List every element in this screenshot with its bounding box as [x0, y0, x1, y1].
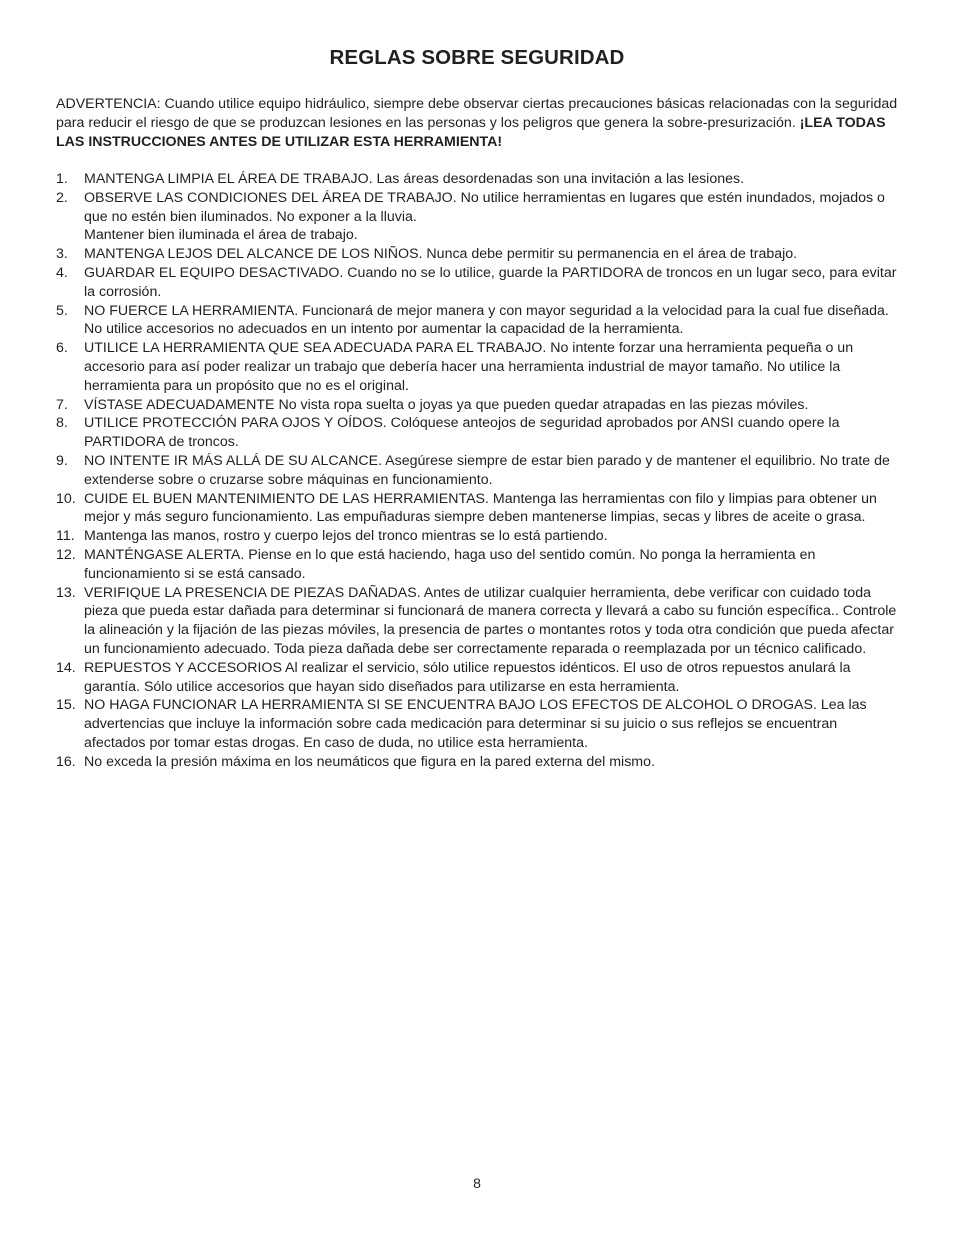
list-item-text: MANTÉNGASE ALERTA. Piense en lo que está haciendo, haga uso del sentido común. No ponga la herramienta en funcionamiento si se está cansado.: [84, 546, 816, 582]
list-item-text: GUARDAR EL EQUIPO DESACTIVADO. Cuando no se lo utilice, guarde la PARTIDORA de troncos en un lugar seco, para evitar la corrosión.: [84, 264, 897, 300]
safety-rules-list: [56, 170, 898, 772]
list-item-number: 10.: [56, 490, 76, 507]
list-item-text: No exceda la presión máxima en los neumáticos que figura en la pared externa del mismo.: [84, 753, 655, 770]
list-item-number: 13.: [56, 584, 76, 601]
list-item-number: 1.: [56, 171, 68, 187]
list-item-number: 14.: [56, 659, 76, 676]
page-number: 8: [473, 1175, 481, 1191]
list-item-text: REPUESTOS Y ACCESORIOS Al realizar el servicio, sólo utilice repuestos idénticos. El uso de otros repuestos anulará la garantía. Sólo utilice accesorios que hayan sido diseñados para utilizarse en esta herramienta.: [84, 659, 851, 695]
list-item-text: VERIFIQUE LA PRESENCIA DE PIEZAS DAÑADAS. Antes de utilizar cualquier herramienta, debe verificar con cuidado toda pieza que pueda estar dañada para determinar si funcionará de manera correcta y llevará a cabo su función específica.. Controle la alineación y la fijación de las piezas móviles, la presencia de partes o montantes rotos y toda otra condición que pueda afectar un funcionamiento adecuado. Toda pieza dañada debe ser correctamente reparada o reemplazada por un técnico calificado.: [84, 584, 897, 657]
list-item: [56, 245, 898, 264]
list-item-text: NO HAGA FUNCIONAR LA HERRAMIENTA SI SE ENCUENTRA BAJO LOS EFECTOS DE ALCOHOL O DROGAS. Lea las advertencias que incluye la información sobre cada medicación para determinar si su juicio o sus reflejos se encuentran afectados por tomar estas drogas. En caso de duda, no utilice esta herramienta.: [84, 697, 867, 751]
list-item: [56, 414, 898, 452]
list-item-text: Mantenga las manos, rostro y cuerpo lejos del tronco mientras se lo está partiendo.: [84, 528, 608, 545]
list-item: [56, 339, 898, 395]
list-item-number: 5.: [56, 302, 68, 319]
list-item-number: 16.: [56, 753, 76, 770]
list-item-extra-text: Mantener bien iluminada el área de trabajo.: [84, 227, 358, 244]
list-item-number: 4.: [56, 264, 68, 281]
list-item-number: 2.: [56, 189, 68, 206]
list-item: [56, 753, 898, 772]
list-item: [56, 264, 898, 302]
list-item-text: MANTENGA LIMPIA EL ÁREA DE TRABAJO. Las áreas desordenadas son una invitación a las lesiones.: [84, 171, 745, 187]
list-item-number: 8.: [56, 415, 68, 432]
list-item-number: 7.: [56, 396, 68, 413]
list-item: [56, 659, 898, 697]
list-item: [56, 170, 898, 189]
list-item-text: NO FUERCE LA HERRAMIENTA. Funcionará de mejor manera y con mayor seguridad a la velocidad para la cual fue diseñada. No utilice accesorios no adecuados en un intento por aumentar la capacidad de la herramienta.: [84, 302, 889, 338]
list-item-text: UTILICE PROTECCIÓN PARA OJOS Y OÍDOS. Colóquese anteojos de seguridad aprobados por ANSI cuando opere la PARTIDORA de troncos.: [84, 415, 840, 451]
list-item: [56, 696, 898, 752]
list-item-text: UTILICE LA HERRAMIENTA QUE SEA ADECUADA PARA EL TRABAJO. No intente forzar una herramienta pequeña o un accesorio para así poder realizar un trabajo que debería hacer una herramienta industrial de mayor tamaño. No utilice la herramienta para un propósito que no es el original.: [84, 340, 854, 394]
page-title: REGLAS SOBRE SEGURIDAD: [329, 46, 625, 69]
list-item-text: NO INTENTE IR MÁS ALLÁ DE SU ALCANCE. Asegúrese siempre de estar bien parado y de mantener el equilibrio. No trate de extenderse sobre o cruzarse sobre máquinas en funcionamiento.: [84, 452, 890, 488]
list-item-number: 12.: [56, 546, 76, 563]
list-item-number: 11.: [56, 528, 75, 545]
list-item: [56, 546, 898, 584]
warning-emphasis: ¡LEA TODAS LAS INSTRUCCIONES ANTES DE UTILIZAR ESTA HERRAMIENTA!: [56, 114, 886, 150]
list-item: [56, 527, 898, 546]
list-item-text: CUIDE EL BUEN MANTENIMIENTO DE LAS HERRAMIENTAS. Mantenga las herramientas con filo y limpias para obtener un mejor y más seguro funcionamiento. Las empuñaduras siempre deben mantenerse limpias, secas y libres de aceite o grasa.: [84, 490, 877, 526]
list-item: [56, 584, 898, 659]
list-item-number: 6.: [56, 340, 68, 357]
list-item-number: 15.: [56, 697, 76, 714]
list-item: [56, 302, 898, 340]
warning-text: ADVERTENCIA: Cuando utilice equipo hidráulico, siempre debe observar ciertas precauciones básicas relacionadas con la seguridad para reducir el riesgo de que se produzcan lesiones en las personas y los peligros que genera la sobre-presurización.: [56, 96, 898, 131]
warning-paragraph: [56, 95, 898, 151]
list-item-text: MANTENGA LEJOS DEL ALCANCE DE LOS NIÑOS. Nunca debe permitir su permanencia en el área de trabajo.: [84, 246, 798, 263]
list-item-text: OBSERVE LAS CONDICIONES DEL ÁREA DE TRABAJO. No utilice herramientas en lugares que estén inundados, mojados o que no estén bien iluminados. No exponer a la lluvia.: [84, 189, 885, 225]
list-item: [56, 396, 898, 415]
list-item-text: VÍSTASE ADECUADAMENTE No vista ropa suelta o joyas ya que pueden quedar atrapadas en las piezas móviles.: [84, 396, 809, 413]
list-item: [56, 490, 898, 528]
list-item-number: 3.: [56, 246, 68, 263]
list-item: [56, 189, 898, 245]
list-item: [56, 452, 898, 490]
list-item-number: 9.: [56, 452, 68, 469]
